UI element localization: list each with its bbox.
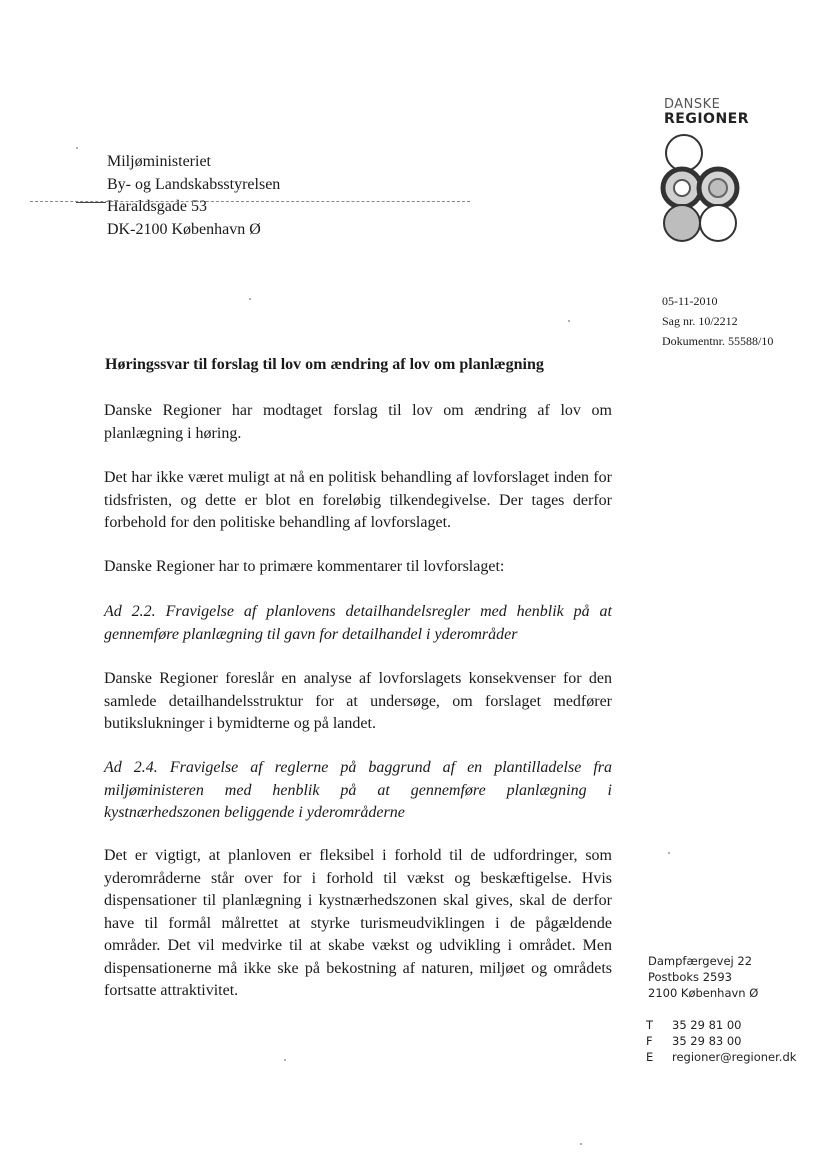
scan-speck	[76, 147, 78, 149]
recipient-line: By- og Landskabsstyrelsen	[107, 175, 281, 193]
sender-pobox: Postboks 2593	[648, 970, 732, 984]
logo-wordmark	[664, 97, 749, 127]
sender-street: Dampfærgevej 22	[648, 954, 753, 968]
scan-speck	[580, 1143, 582, 1145]
section-heading: Ad 2.4. Fravigelse af reglerne på baggrund af en plantilladelse fra miljøministeren med henblik på at gennemføre planlægning i kystnærhedszonen beliggende i yderområderne	[104, 759, 612, 821]
sender-city: 2100 København Ø	[648, 986, 759, 1000]
recipient-line: Miljøministeriet	[107, 153, 211, 170]
logo-line-1: DANSKE	[664, 97, 721, 112]
recipient-line: Haraldsgade 53	[107, 198, 207, 215]
body-paragraph: Danske Regioner foreslår en analyse af lovforslagets konsekvenser for den samlede detailhandelsstruktur for at undersøge, om forslaget medfører butikslukninger i bymidterne og på landet.	[104, 670, 612, 732]
scan-artifact-line	[76, 202, 106, 203]
scan-speck	[284, 1059, 286, 1061]
scan-speck	[568, 320, 570, 322]
body-paragraph: Det er vigtigt, at planloven er fleksibel i forhold til de udfordringer, som yderområderne står over for i forhold til vækst og beskæftigelse. Hvis dispensationer til planlægning i kystnærhedszonen skal gives, skal de derfor have til formål målrettet at styrke turismeudviklingen i de pågældende områder. Det vil medvirke til at skabe vækst og udvikling i området. Men dispensationerne må ikke ske på bekostning af naturen, miljøet og områdets fortsatte attraktivitet.	[104, 847, 612, 999]
case-number: Sag nr. 10/2212	[662, 314, 738, 328]
body-paragraph: Danske Regioner har modtaget forslag til lov om ændring af lov om planlægning i høring.	[104, 402, 612, 442]
recipient-address	[107, 151, 280, 241]
recipient-line: DK-2100 København Ø	[107, 220, 261, 238]
letter-subject: Høringssvar til forslag til lov om ændring af lov om planlægning	[105, 356, 544, 373]
document-number: Dokumentnr. 55588/10	[662, 334, 774, 348]
contact-fax: F 35 29 83 00	[646, 1034, 742, 1048]
scan-speck	[249, 298, 251, 300]
reference-block	[662, 291, 773, 351]
letter-date: 05-11-2010	[662, 294, 718, 308]
danske-regioner-logo-icon	[660, 132, 740, 244]
body-paragraph: Det har ikke været muligt at nå en politisk behandling af lovforslaget inden for tidsfristen, og dette er blot en foreløbig tilkendegivelse. Der tages derfor forbehold for den politiske behandling af lovforslaget.	[104, 469, 612, 531]
section-heading: Ad 2.2. Fravigelse af planlovens detailhandelsregler med henblik på at gennemføre planlægning til gavn for detailhandel i yderområder	[104, 603, 612, 643]
sender-address	[648, 953, 758, 1001]
contact-email: E regioner@regioner.dk	[646, 1050, 797, 1064]
contact-phone: T 35 29 81 00	[646, 1018, 742, 1032]
contact-block	[646, 1017, 796, 1065]
scan-speck	[668, 852, 670, 854]
body-paragraph: Danske Regioner har to primære kommentarer til lovforslaget:	[104, 558, 505, 575]
logo-line-2: REGIONER	[664, 111, 750, 127]
